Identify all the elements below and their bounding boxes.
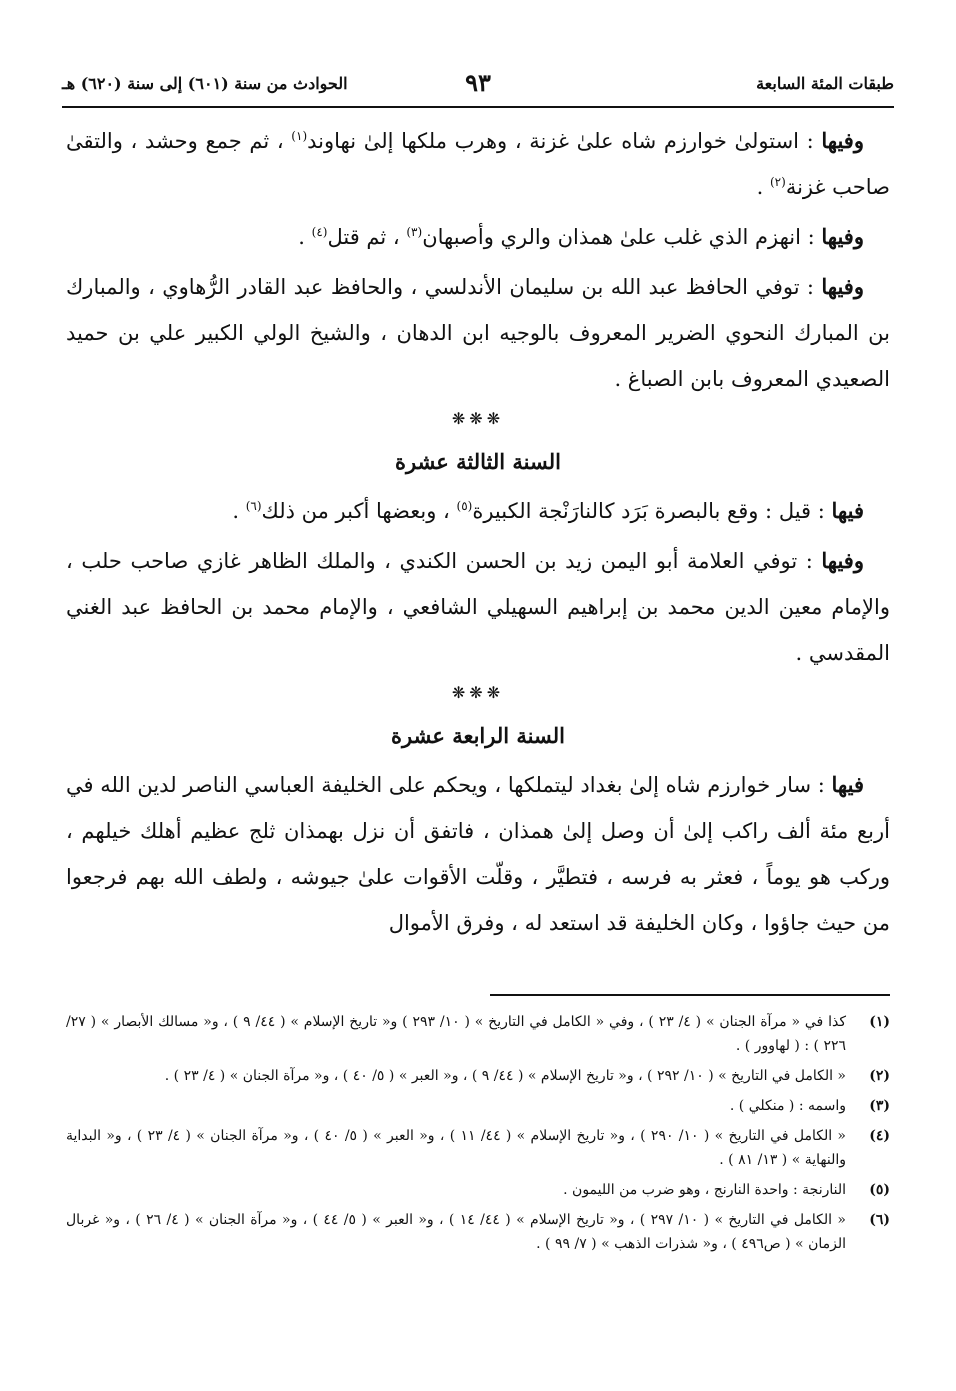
footnote-number: (٦): [869, 1212, 890, 1228]
section-divider: ❋❋❋: [451, 409, 505, 428]
section-divider: ❋❋❋: [451, 683, 505, 702]
paragraph-text: .: [756, 175, 770, 199]
paragraph: [66, 118, 890, 210]
footnote-number: (٤): [869, 1128, 890, 1144]
paragraph-lead: فيها: [831, 772, 864, 797]
paragraph-text: : قيل : وقع بالبصرة بَرَد كالنارَنْجة الكبيرة: [472, 499, 832, 523]
paragraph-lead: فيها: [831, 498, 864, 523]
footnote: [66, 1094, 890, 1118]
footnote-ref: (١): [291, 129, 308, 143]
paragraph-text: ، ثم قتل: [327, 225, 407, 249]
paragraph-text: .: [232, 499, 246, 523]
main-text: [66, 118, 890, 950]
paragraph: [66, 264, 890, 402]
footnote-ref: (٦): [245, 499, 262, 513]
paragraph: [66, 538, 890, 676]
paragraph-text: : توفي العلامة أبو اليمن زيد بن الحسن الكندي ، والملك الظاهر غازي صاحب حلب ، والإمام معين الدين محمد بن إبراهيم السهيلي الشافعي ، والإمام محمد بن الحافظ عبد الغني المقدسي .: [66, 549, 890, 665]
footnote-ref: (٤): [311, 225, 328, 239]
footnotes: [66, 1010, 890, 1262]
footnote-text: « الكامل في التاريخ » ( ١٠/ ٢٩٧ ) ، و« تاريخ الإسلام » ( ٤٤/ ١٤ ) ، و« العبر » ( ٥/ ٤٤ ) ، و« مرآة الجنان » ( ٤/ ٢٦ ) ، و« غربال الزمان » ( ص٤٩٦ ) ، و« شذرات الذهب » ( ٧/ ٩٩ ) .: [66, 1212, 846, 1252]
header-book-section: طبقات المئة السابعة: [756, 74, 894, 93]
footnote-text: كذا في « مرآة الجنان » ( ٤/ ٢٣ ) ، وفي « الكامل في التاريخ » ( ١٠/ ٢٩٣ ) و« تاريخ الإسلام » ( ٤٤/ ٩ ) ، و« مسالك الأبصار » ( ٢٧/ ٢٢٦ ) : ( لهاوور ) .: [66, 1014, 846, 1054]
footnote-number: (٢): [869, 1068, 890, 1084]
paragraph-text: : انهزم الذي غلب علىٰ همذان والري وأصبهان: [422, 225, 822, 249]
paragraph: [66, 488, 890, 534]
footnote: [66, 1178, 890, 1202]
footnote-number: (١): [869, 1014, 890, 1030]
paragraph-lead: وفيها: [821, 548, 864, 573]
footnote-text: « الكامل في التاريخ » ( ١٠/ ٢٩٢ ) ، و« تاريخ الإسلام » ( ٤٤/ ٩ ) ، و« العبر » ( ٥/ ٤٠ ) ، و« مرآة الجنان » ( ٤/ ٢٣ ) .: [164, 1068, 846, 1084]
paragraph-text: ، وبعضها أكبر من ذلك: [261, 499, 457, 523]
footnote-number: (٥): [869, 1182, 890, 1198]
paragraph-text: ، ثم جمع وحشد ، والتقىٰ صاحب غزنة: [66, 129, 890, 199]
footnote-text: « الكامل في التاريخ » ( ١٠/ ٢٩٠ ) ، و« تاريخ الإسلام » ( ٤٤/ ١١ ) ، و« العبر » ( ٥/ ٤٠ ) ، و« مرآة الجنان » ( ٤/ ٢٣ ) ، و« البداية والنهاية » ( ١٣/ ٨١ ) .: [66, 1128, 846, 1168]
footnote-text: النارنجة : واحدة النارنج ، وهو ضرب من الليمون .: [563, 1182, 846, 1198]
paragraph-text: : استولىٰ خوارزم شاه علىٰ غزنة ، وهرب ملكها إلىٰ نهاوند: [307, 129, 822, 153]
paragraph-text: : سار خوارزم شاه إلىٰ بغداد ليتملكها ، ويحكم على الخليفة العباسي الناصر لدين الله في أربع مئة ألف راكب إلىٰ أن وصل إلىٰ همذان ، فاتفق أن نزل بهمذان ثلج عظيم أهلك خيلهم ، وركب هو يوماً ، فعثر به فرسه ، فتطيَّر ، وقلّت الأقوات علىٰ جيوشه ، ولطف الله بهم فرجعوا من حيث جاؤوا ، وكان الخليفة قد استعد له ، وفرق الأموال: [66, 773, 890, 935]
footnote-ref: (٣): [406, 225, 423, 239]
footnote-text: واسمه : ( منكلي ) .: [729, 1098, 846, 1114]
section-heading: السنة الثالثة عشرة: [394, 449, 561, 474]
paragraph-lead: وفيها: [821, 128, 864, 153]
section-heading: السنة الرابعة عشرة: [391, 723, 565, 748]
footnote-number: (٣): [869, 1098, 890, 1114]
footnote: [66, 1124, 890, 1172]
paragraph: [66, 214, 890, 260]
footnote-ref: (٢): [769, 175, 786, 189]
footnote: [66, 1208, 890, 1256]
footnote: [66, 1010, 890, 1058]
page-number: ٩٣: [465, 68, 491, 97]
paragraph-lead: وفيها: [821, 274, 864, 299]
paragraph: [66, 762, 890, 946]
header-year-range: الحوادث من سنة (٦٠١) إلى سنة (٦٢٠) هـ: [62, 74, 348, 93]
footnote: [66, 1064, 890, 1088]
running-header: [62, 68, 894, 102]
paragraph-text: : توفي الحافظ عبد الله بن سليمان الأندلسي ، والحافظ عبد القادر الرُّهاوي ، والمبارك بن المبارك النحوي الضرير المعروف بالوجيه ابن الدهان ، والشيخ الولي الكبير علي بن حميد الصعيدي المعروف بابن الصباغ .: [66, 275, 890, 391]
header-rule: [62, 106, 894, 108]
paragraph-text: .: [298, 225, 312, 249]
footnote-ref: (٥): [456, 499, 473, 513]
paragraph-lead: وفيها: [821, 224, 864, 249]
footnote-rule: [490, 994, 890, 996]
